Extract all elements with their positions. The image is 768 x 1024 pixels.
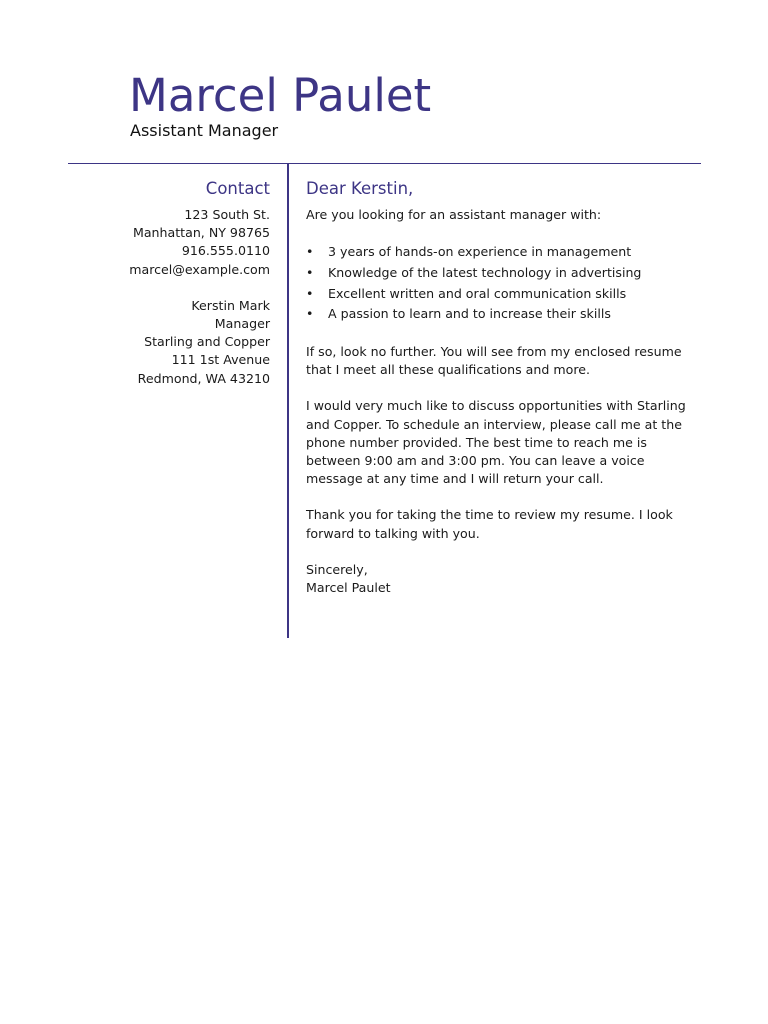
qualifications-list bbox=[306, 242, 686, 325]
letter-intro: Are you looking for an assistant manager with: bbox=[306, 207, 602, 222]
bullet-icon: • bbox=[306, 244, 314, 260]
list-item-text: Knowledge of the latest technology in advertising bbox=[328, 264, 642, 280]
letter-body bbox=[306, 177, 686, 597]
address-spacer bbox=[68, 279, 270, 297]
recipient-address bbox=[68, 297, 270, 388]
job-title: Assistant Manager bbox=[130, 121, 279, 140]
sender-phone: 916.555.0110 bbox=[181, 243, 270, 259]
list-item bbox=[306, 263, 686, 284]
bullet-icon: • bbox=[306, 285, 314, 301]
sender-street: 123 South St. bbox=[184, 207, 270, 222]
column-divider bbox=[287, 164, 289, 638]
header-divider bbox=[68, 163, 701, 164]
contact-column bbox=[68, 177, 270, 388]
letter-paragraph-2: I would very much like to discuss opportunities with Starling and Copper. To schedule an interview, please call me at the phone number provided. The best time to reach me is between 9:00 am and 3:00 pm. You can leave a voice message at any time and I will return your call. bbox=[306, 398, 686, 487]
letter-paragraph-3: Thank you for taking the time to review my resume. I look forward to talking with you. bbox=[306, 507, 673, 541]
letter-paragraph-1: If so, look no further. You will see from my enclosed resume that I meet all these qualifications and more. bbox=[306, 344, 682, 378]
sender-name: Marcel Paulet bbox=[129, 69, 432, 122]
letter-closing: Sincerely, bbox=[306, 561, 368, 577]
letter-signature: Marcel Paulet bbox=[306, 580, 391, 596]
list-item bbox=[306, 284, 686, 305]
bullet-icon: • bbox=[306, 264, 314, 280]
list-item bbox=[306, 242, 686, 263]
list-item bbox=[306, 304, 686, 325]
list-item-text: A passion to learn and to increase their skills bbox=[328, 306, 611, 322]
contact-heading: Contact bbox=[205, 179, 270, 198]
letter-closing-block bbox=[306, 561, 686, 597]
recipient-name: Kerstin Mark bbox=[191, 297, 270, 313]
sender-email: marcel@example.com bbox=[129, 261, 270, 277]
bullet-icon: • bbox=[306, 306, 314, 322]
recipient-street: 111 1st Avenue bbox=[171, 352, 270, 368]
recipient-city: Redmond, WA 43210 bbox=[137, 370, 270, 386]
sender-city: Manhattan, NY 98765 bbox=[132, 225, 270, 241]
list-item-text: 3 years of hands-on experience in management bbox=[328, 244, 632, 260]
list-item-text: Excellent written and oral communication skills bbox=[328, 285, 627, 301]
recipient-title: Manager bbox=[214, 316, 270, 332]
recipient-company: Starling and Copper bbox=[144, 334, 270, 350]
sender-address bbox=[68, 206, 270, 279]
letter-greeting: Dear Kerstin, bbox=[306, 179, 414, 198]
